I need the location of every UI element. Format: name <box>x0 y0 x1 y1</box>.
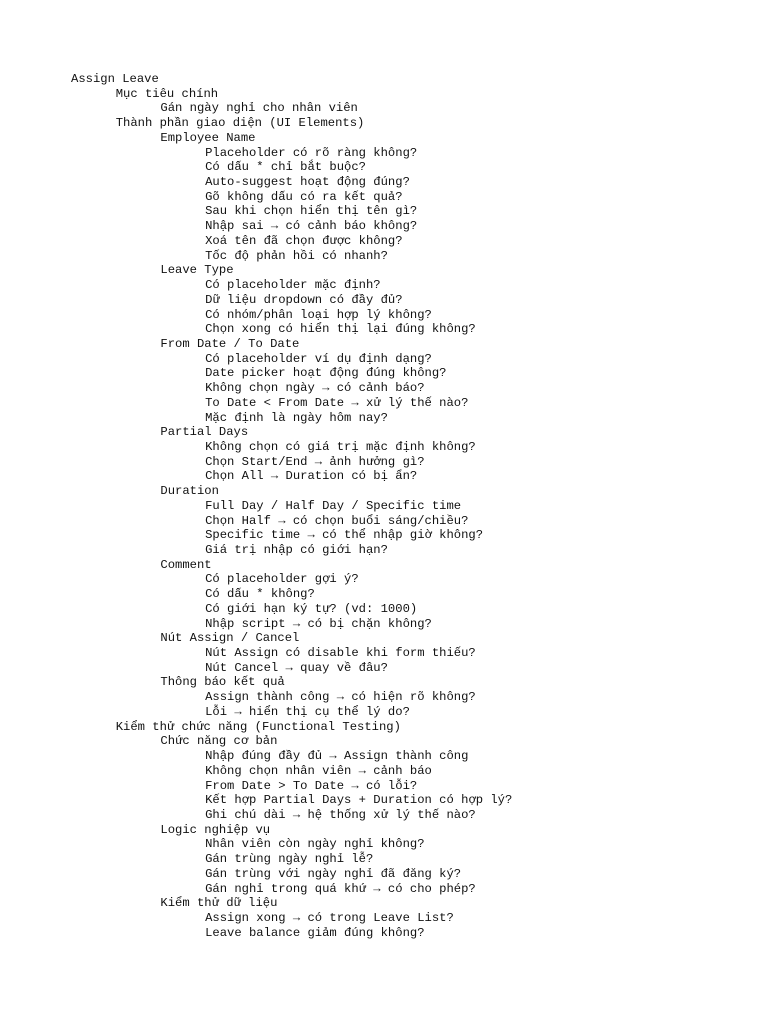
outline-question: Assign thành công → có hiện rõ không? <box>205 690 476 705</box>
outline-question: Nhập script → có bị chặn không? <box>205 616 432 631</box>
outline-question: Full Day / Half Day / Specific time <box>205 498 462 513</box>
outline-section: Mục tiêu chính <box>115 86 219 101</box>
outline-subsection: Partial Days <box>160 425 249 440</box>
outline-question: Nút Assign có disable khi form thiếu? <box>205 646 476 661</box>
outline-question: Gõ không dấu có ra kết quả? <box>205 189 403 204</box>
outline-section: Thành phần giao diện (UI Elements) <box>115 116 365 131</box>
outline-question: Xoá tên đã chọn được không? <box>205 233 403 248</box>
outline-subsection: Employee Name <box>160 130 256 145</box>
outline-section: Kiểm thử chức năng (Functional Testing) <box>115 719 401 734</box>
outline-subsection: Leave Type <box>160 263 234 278</box>
outline-subsection: Gán ngày nghỉ cho nhân viên <box>160 101 358 116</box>
outline-question: Có nhóm/phân loại hợp lý không? <box>205 307 432 322</box>
outline-question: Auto-suggest hoạt động đúng? <box>205 175 410 190</box>
outline-question: Date picker hoạt động đúng không? <box>205 366 447 381</box>
outline-question: Leave balance giảm đúng không? <box>205 925 425 940</box>
outline-question: From Date > To Date → có lỗi? <box>205 778 418 793</box>
outline-subsection: Thông báo kết quả <box>160 675 285 690</box>
outline-question: To Date < From Date → xử lý thế nào? <box>205 395 469 410</box>
outline-question: Assign xong → có trong Leave List? <box>205 910 454 925</box>
outline-question: Chọn xong có hiển thị lại đúng không? <box>205 322 476 337</box>
outline-question: Nhân viên còn ngày nghỉ không? <box>205 837 425 852</box>
outline-question: Tốc độ phản hồi có nhanh? <box>205 248 388 263</box>
outline-question: Nhập đúng đầy đủ → Assign thành công <box>205 749 469 764</box>
outline-question: Nút Cancel → quay về đâu? <box>205 660 388 675</box>
outline-question: Có giới hạn ký tự? (vd: 1000) <box>205 601 418 616</box>
outline-subsection: Comment <box>160 557 212 572</box>
outline-question: Gán nghỉ trong quá khứ → có cho phép? <box>205 881 476 896</box>
outline-question: Nhập sai → có cảnh báo không? <box>205 219 418 234</box>
outline-question: Có dấu * không? <box>205 587 315 602</box>
outline-subsection: Chức năng cơ bản <box>160 734 278 749</box>
outline-question: Có dấu * chỉ bắt buộc? <box>205 160 366 175</box>
outline-question: Chọn All → Duration có bị ẩn? <box>205 469 418 484</box>
outline-subsection: Nút Assign / Cancel <box>160 631 300 646</box>
outline-question: Dữ liệu dropdown có đầy đủ? <box>205 292 403 307</box>
outline-question: Sau khi chọn hiển thị tên gì? <box>205 204 418 219</box>
outline-question: Không chọn có giá trị mặc định không? <box>205 439 476 454</box>
outline-question: Lỗi → hiển thị cụ thể lý do? <box>205 704 410 719</box>
outline-question: Không chọn nhân viên → cảnh báo <box>205 763 432 778</box>
outline-question: Có placeholder mặc định? <box>205 278 381 293</box>
outline-heading: Assign Leave <box>71 72 159 86</box>
outline-subsection: From Date / To Date <box>160 336 300 351</box>
outline-question: Không chọn ngày → có cảnh báo? <box>205 381 425 396</box>
outline-subsection: Logic nghiệp vụ <box>160 822 271 837</box>
outline-subsection: Duration <box>160 484 219 499</box>
outline-question: Gán trùng với ngày nghỉ đã đăng ký? <box>205 866 462 881</box>
outline-question: Ghi chú dài → hệ thống xử lý thế nào? <box>205 807 476 822</box>
outline-document <box>71 72 512 940</box>
outline-question: Mặc định là ngày hôm nay? <box>205 410 388 425</box>
outline-question: Placeholder có rõ ràng không? <box>205 145 418 160</box>
outline-question: Có placeholder ví dụ định dạng? <box>205 351 432 366</box>
outline-question: Kết hợp Partial Days + Duration có hợp lý? <box>205 793 513 808</box>
outline-subsection: Kiểm thử dữ liệu <box>160 896 278 911</box>
outline-question: Specific time → có thể nhập giờ không? <box>205 528 484 543</box>
outline-question: Có placeholder gợi ý? <box>205 572 359 587</box>
outline-question: Giá trị nhập có giới hạn? <box>205 543 388 557</box>
outline-question: Gán trùng ngày nghỉ lễ? <box>205 852 374 867</box>
outline-question: Chọn Start/End → ảnh hưởng gì? <box>205 454 425 469</box>
outline-question: Chọn Half → có chọn buổi sáng/chiều? <box>205 513 469 528</box>
